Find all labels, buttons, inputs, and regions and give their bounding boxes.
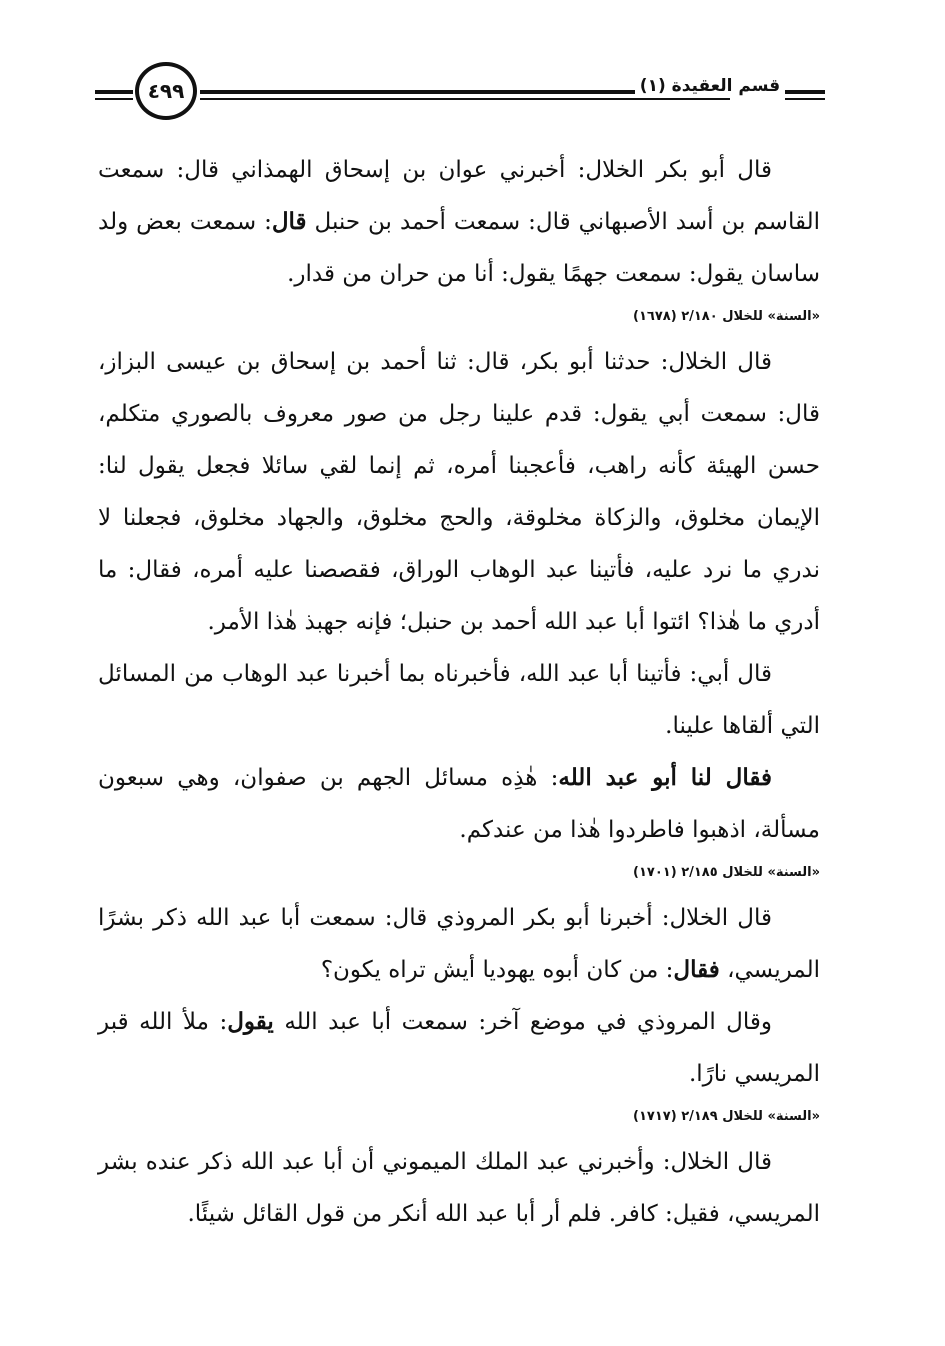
paragraph: قال الخلال: حدثنا أبو بكر، قال: ثنا أحمد بن إسحاق بن عيسى البزاز، قال: سمعت أبي يقول: قدم علينا رجل من صور معروف بالصوري متكلم، حسن الهيئة كأنه راهب، فأعجبنا أمره، ثم إنما لقي سائلا فجعل يقول لنا: الإيمان مخلوق، والزكاة مخلوقة، والحج مخلوق، والجهاد مخلوق، فجعلنا لا ندري ما نرد عليه، فأتينا عبد الوهاب الوراق، فقصصنا عليه أمره، فقال: ما أدري ما هٰذا؟ ائتوا أبا عبد الله أحمد بن حنبل؛ فإنه جهبذ هٰذا الأمر.	[98, 349, 820, 635]
header-rule	[200, 98, 730, 100]
page-body	[98, 144, 820, 1240]
entry	[98, 144, 820, 334]
paragraph: فقال لنا أبو عبد الله: هٰذِه مسائل الجهم بن صفوان، وهي سبعون مسألة، اذهبوا فاطردوا هٰذا من عندكم.	[98, 764, 820, 843]
header-rule	[95, 98, 133, 100]
paragraph: قال الخلال: وأخبرني عبد الملك الميموني أن أبا عبد الله ذكر عنده بشر المريسي، فقيل: كافر. فلم أر أبا عبد الله أنكر من قول القائل شيئًا.	[98, 1149, 820, 1227]
paragraph: قال أبو بكر الخلال: أخبرني عوان بن إسحاق الهمذاني قال: سمعت القاسم بن أسد الأصبهاني قال: سمعت أحمد بن حنبل قال: سمعت بعض ولد ساسان يقول: سمعت جهمًا يقول: أنا من حران من قدار.	[98, 157, 820, 287]
entry	[98, 892, 820, 1134]
paragraph: قال أبي: فأتينا أبا عبد الله، فأخبرناه بما أخبرنا عبد الوهاب من المسائل التي ألقاها علينا.	[98, 661, 820, 739]
page-header	[95, 62, 825, 124]
running-head: قسم العقيدة (١)	[635, 76, 785, 96]
source-citation: «السنة» للخلال ٢/١٨٥ (١٧٠١)	[633, 865, 820, 880]
header-rule	[95, 90, 133, 94]
page-number: ٤٩٩	[135, 62, 197, 120]
header-rule	[785, 98, 825, 100]
source-citation: «السنة» للخلال ٢/١٨٠ (١٦٧٨)	[633, 309, 820, 324]
paragraph: قال الخلال: أخبرنا أبو بكر المروذي قال: سمعت أبا عبد الله ذكر بشرًا المريسي، فقال: من كان أبوه يهوديا أيش تراه يكون؟	[98, 905, 820, 983]
source-citation: «السنة» للخلال ٢/١٨٩ (١٧١٧)	[633, 1109, 820, 1124]
paragraph: وقال المروذي في موضع آخر: سمعت أبا عبد الله يقول: ملأ الله قبر المريسي نارًا.	[98, 1008, 820, 1087]
header-rule	[785, 90, 825, 94]
entry	[98, 1136, 820, 1240]
entry	[98, 336, 820, 890]
